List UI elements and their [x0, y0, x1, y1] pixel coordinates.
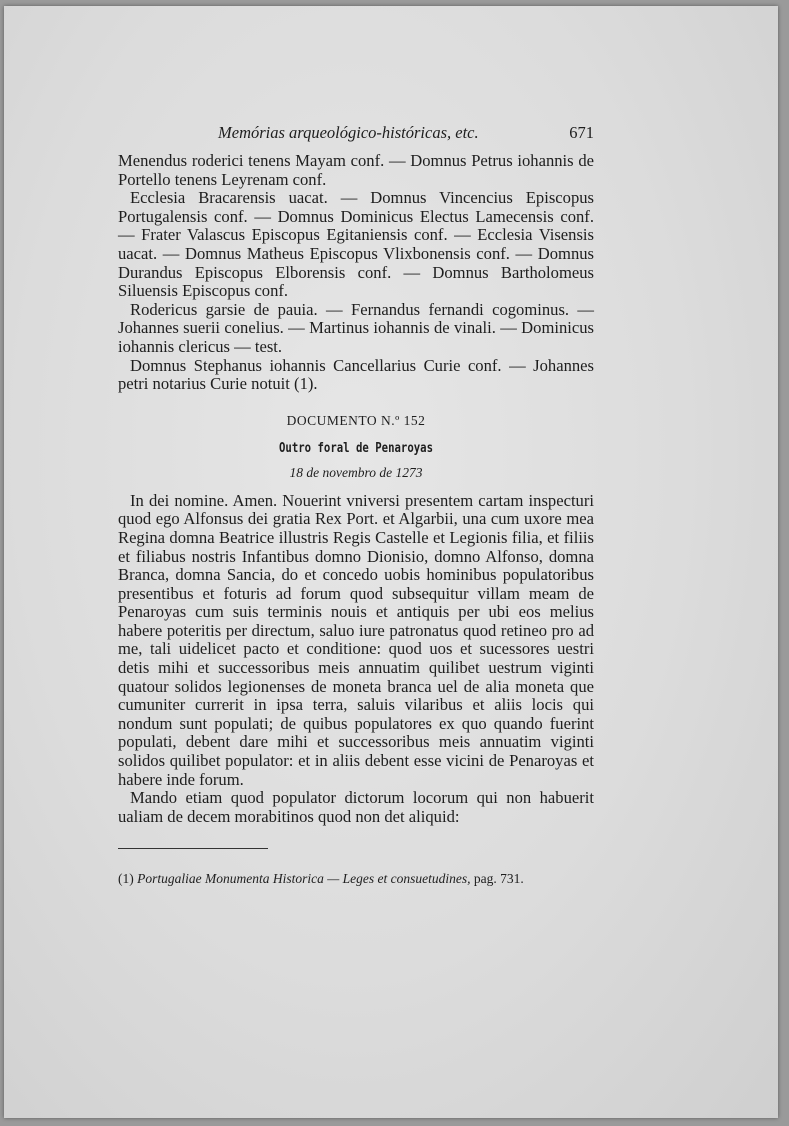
body-paragraph: In dei nomine. Amen. Nouerint vniversi presentem cartam inspecturi quod ego Alfonsus dei gratia Rex Port. et Algarbii, una cum uxore mea Regina domna Beatrice illustris Regis Castelle et Legionis filia, et filiis et filiabus nostris Infantibus domno Dionisio, domno Alfonso, domna Branca, domna Sancia, do et concedo uobis hominibus populatoribus presentibus et foturis ad forum quod subsequitur villam meam de Penaroyas cum suis terminis nouis et antiquis per ubi eos melius habere poteritis per directum, saluo iure patronatus quod retineo pro ad me, tali uidelicet pacto et conditione: quod uos et sucessores uestri detis mihi et successoribus meis annuatim quilibet uestrum viginti quatour solidos legionenses de moneta branca uel de alia moneta que cumuniter currerit in ipsa terra, saluis vilaribus et aliis locis qui nondum sunt populati; de quibus populatores ex quo quando fuerint populati, debent dare mihi et successoribus meis annuatim viginti solidos quilibet populator: et in aliis debent esse vicini de Penaroyas et habere inde forum. [118, 490, 594, 789]
carryover-paragraph: Domnus Stephanus iohannis Cancellarius Curie conf. — Johannes petri notarius Curie notuit (1). [118, 355, 594, 394]
document-title: Outro foral de Penaroyas [278, 440, 434, 456]
carryover-paragraph: Menendus roderici tenens Mayam conf. — Domnus Petrus iohannis de Portello tenens Leyrenam conf. [118, 151, 594, 189]
document-body [118, 492, 594, 827]
document-date: 18 de novembro de 1273 [289, 464, 423, 480]
running-header [118, 122, 594, 152]
page-content [118, 122, 594, 887]
document-number: DOCUMENTO N.º 152 [286, 412, 426, 428]
carryover-paragraph: Rodericus garsie de pauia. — Fernandus fernandi cogominus. — Johannes suerii conelius. — Martinus iohannis de vinali. — Dominicus iohannis clericus — test. [118, 299, 594, 356]
footnote-work: Portugaliae Monumenta Historica — Leges et consuetudines, [137, 871, 471, 887]
page-number: 671 [569, 123, 594, 142]
footnote [118, 871, 594, 887]
carryover-text [118, 152, 594, 394]
running-title: Memórias arqueológico-históricas, etc. [218, 123, 479, 142]
footnote-rule [118, 848, 268, 849]
carryover-paragraph: Ecclesia Bracarensis uacat. — Domnus Vincencius Episcopus Portugalensis conf. — Domnus Dominicus Electus Lamecensis conf. — Frater Valascus Episcopus Egitaniensis conf. — Ecclesia Visensis uacat. — Domnus Matheus Episcopus Vlixbonensis conf. — Domnus Durandus Episcopus Elborensis conf. — Domnus Bartholomeus Siluensis Episcopus conf. [118, 188, 594, 301]
body-paragraph: Mando etiam quod populator dictorum locorum qui non habuerit ualiam de decem morabitinos quod non det aliquid: [118, 788, 594, 826]
footnote-page-ref: pag. 731. [473, 871, 524, 887]
footnote-marker: (1) [118, 871, 134, 887]
page [4, 6, 778, 1118]
